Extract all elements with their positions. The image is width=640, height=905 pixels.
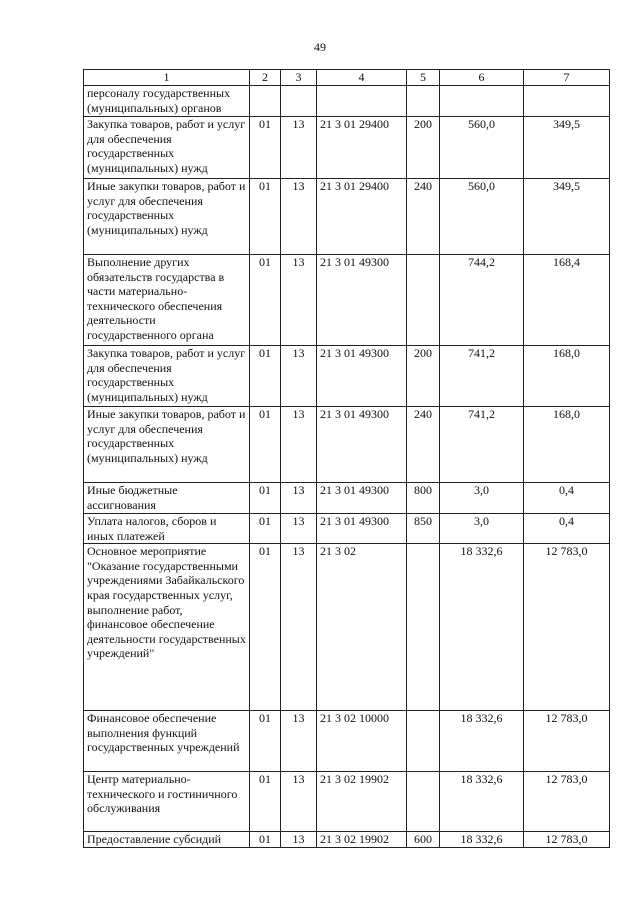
column-header: 2 [250, 70, 281, 86]
table-row [84, 772, 610, 832]
row-name-cell: Финансовое обеспечение выполнения функций государственных учреждений [84, 711, 250, 772]
executed-amount-cell: 349,5 [524, 117, 610, 179]
executed-amount-cell: 168,0 [524, 346, 610, 407]
target-code-cell [317, 86, 407, 117]
executed-amount-cell: 0,4 [524, 483, 610, 514]
column-header: 7 [524, 70, 610, 86]
subsection-cell: 13 [281, 544, 317, 711]
table-row [84, 514, 610, 544]
section-cell: 01 [250, 117, 281, 179]
table-row [84, 86, 610, 117]
expense-type-cell: 240 [407, 179, 440, 255]
executed-amount-cell: 349,5 [524, 179, 610, 255]
planned-amount-cell: 3,0 [440, 514, 524, 544]
target-code-cell: 21 3 01 49300 [317, 407, 407, 483]
subsection-cell: 13 [281, 255, 317, 346]
table-row [84, 832, 610, 848]
planned-amount-cell: 18 332,6 [440, 772, 524, 832]
subsection-cell: 13 [281, 346, 317, 407]
planned-amount-cell: 744,2 [440, 255, 524, 346]
expense-type-cell [407, 711, 440, 772]
target-code-cell: 21 3 02 19902 [317, 832, 407, 848]
target-code-cell: 21 3 01 29400 [317, 179, 407, 255]
expense-type-cell [407, 772, 440, 832]
target-code-cell: 21 3 02 19902 [317, 772, 407, 832]
budget-table [83, 69, 610, 848]
expense-type-cell: 600 [407, 832, 440, 848]
executed-amount-cell: 12 783,0 [524, 711, 610, 772]
expense-type-cell [407, 255, 440, 346]
planned-amount-cell: 560,0 [440, 179, 524, 255]
page-number: 49 [314, 40, 326, 54]
executed-amount-cell: 12 783,0 [524, 772, 610, 832]
expense-type-cell: 200 [407, 117, 440, 179]
section-cell: 01 [250, 711, 281, 772]
target-code-cell: 21 3 02 [317, 544, 407, 711]
row-name-cell: Закупка товаров, работ и услуг для обеспечения государственных (муниципальных) нужд [84, 346, 250, 407]
target-code-cell: 21 3 01 49300 [317, 514, 407, 544]
planned-amount-cell: 3,0 [440, 483, 524, 514]
subsection-cell [281, 86, 317, 117]
table-row [84, 483, 610, 514]
row-name-cell: персоналу государственных (муниципальных) органов [84, 86, 250, 117]
target-code-cell: 21 3 02 10000 [317, 711, 407, 772]
table-row [84, 544, 610, 711]
planned-amount-cell: 18 332,6 [440, 544, 524, 711]
section-cell: 01 [250, 772, 281, 832]
subsection-cell: 13 [281, 711, 317, 772]
expense-type-cell: 800 [407, 483, 440, 514]
row-name-cell: Иные закупки товаров, работ и услуг для обеспечения государственных (муниципальных) нужд [84, 407, 250, 483]
planned-amount-cell [440, 86, 524, 117]
table-row [84, 255, 610, 346]
section-cell: 01 [250, 346, 281, 407]
row-name-cell: Выполнение других обязательств государства в части материально-технического обеспечения деятельности государственного органа [84, 255, 250, 346]
subsection-cell: 13 [281, 483, 317, 514]
expense-type-cell [407, 86, 440, 117]
subsection-cell: 13 [281, 407, 317, 483]
row-name-cell: Центр материально-технического и гостиничного обслуживания [84, 772, 250, 832]
expense-type-cell: 850 [407, 514, 440, 544]
planned-amount-cell: 18 332,6 [440, 832, 524, 848]
row-name-cell: Предоставление субсидий [84, 832, 250, 848]
executed-amount-cell: 168,0 [524, 407, 610, 483]
subsection-cell: 13 [281, 514, 317, 544]
planned-amount-cell: 18 332,6 [440, 711, 524, 772]
section-cell: 01 [250, 255, 281, 346]
column-header: 5 [407, 70, 440, 86]
planned-amount-cell: 560,0 [440, 117, 524, 179]
section-cell: 01 [250, 832, 281, 848]
row-name-cell: Основное мероприятие "Оказание государственными учреждениями Забайкальского края государственных услуг, выполнение работ, финансовое обеспечение деятельности государственных учреждений" [84, 544, 250, 711]
executed-amount-cell [524, 86, 610, 117]
expense-type-cell [407, 544, 440, 711]
table-row [84, 117, 610, 179]
row-name-cell: Иные бюджетные ассигнования [84, 483, 250, 514]
target-code-cell: 21 3 01 49300 [317, 483, 407, 514]
table-row [84, 179, 610, 255]
executed-amount-cell: 12 783,0 [524, 544, 610, 711]
planned-amount-cell: 741,2 [440, 346, 524, 407]
table-row [84, 711, 610, 772]
section-cell [250, 86, 281, 117]
column-header: 6 [440, 70, 524, 86]
table-header-row [84, 70, 610, 86]
target-code-cell: 21 3 01 49300 [317, 346, 407, 407]
column-header: 4 [317, 70, 407, 86]
target-code-cell: 21 3 01 49300 [317, 255, 407, 346]
executed-amount-cell: 12 783,0 [524, 832, 610, 848]
section-cell: 01 [250, 407, 281, 483]
subsection-cell: 13 [281, 179, 317, 255]
target-code-cell: 21 3 01 29400 [317, 117, 407, 179]
expense-type-cell: 240 [407, 407, 440, 483]
section-cell: 01 [250, 544, 281, 711]
row-name-cell: Иные закупки товаров, работ и услуг для обеспечения государственных (муниципальных) нужд [84, 179, 250, 255]
planned-amount-cell: 741,2 [440, 407, 524, 483]
column-header: 3 [281, 70, 317, 86]
executed-amount-cell: 168,4 [524, 255, 610, 346]
subsection-cell: 13 [281, 117, 317, 179]
section-cell: 01 [250, 514, 281, 544]
table-row [84, 346, 610, 407]
table-row [84, 407, 610, 483]
section-cell: 01 [250, 483, 281, 514]
executed-amount-cell: 0,4 [524, 514, 610, 544]
column-header: 1 [84, 70, 250, 86]
subsection-cell: 13 [281, 832, 317, 848]
section-cell: 01 [250, 179, 281, 255]
row-name-cell: Закупка товаров, работ и услуг для обеспечения государственных (муниципальных) нужд [84, 117, 250, 179]
expense-type-cell: 200 [407, 346, 440, 407]
row-name-cell: Уплата налогов, сборов и иных платежей [84, 514, 250, 544]
subsection-cell: 13 [281, 772, 317, 832]
